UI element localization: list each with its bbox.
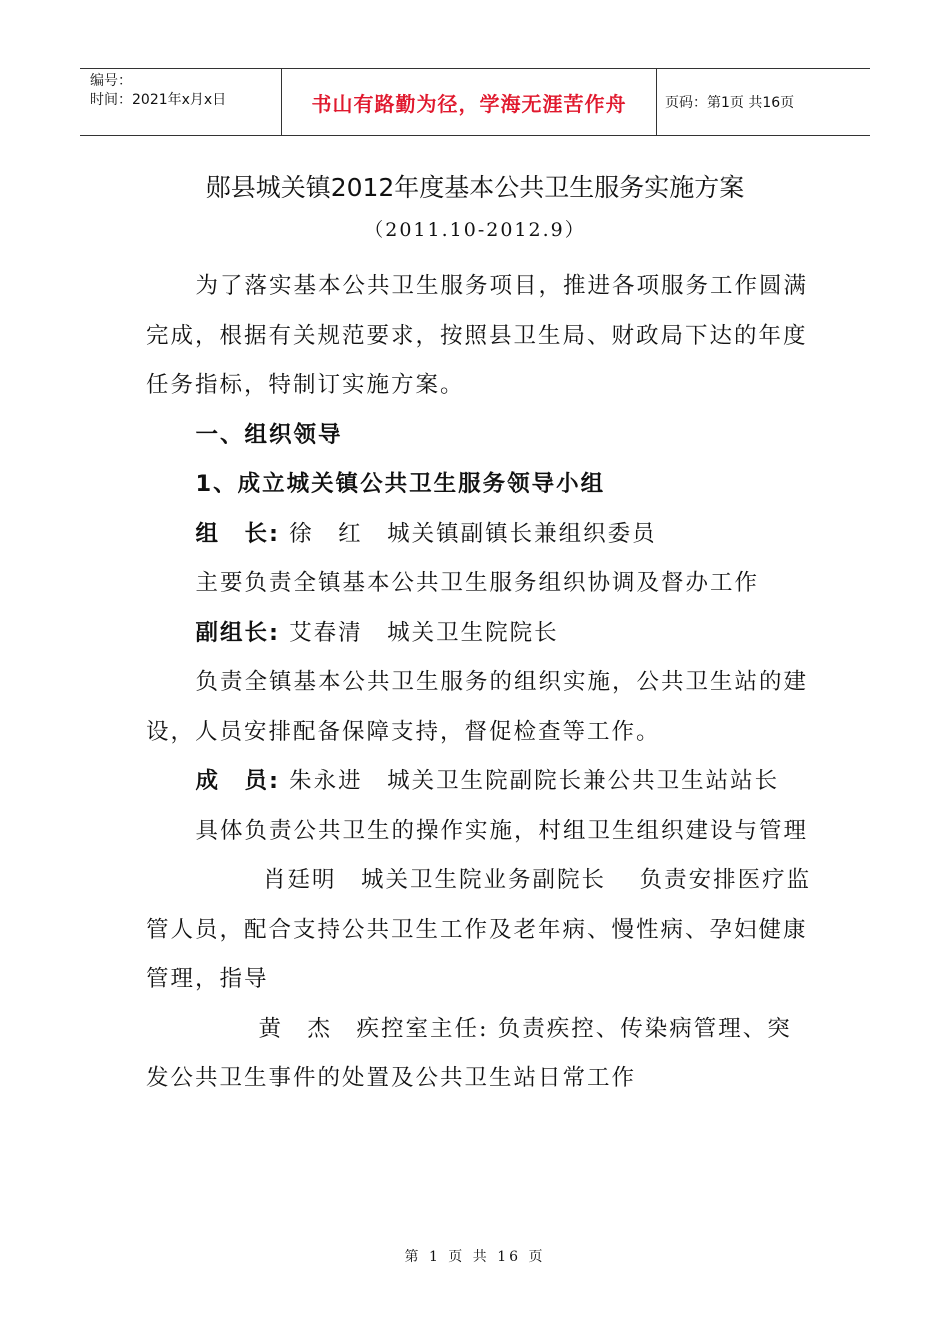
leader-duty: 主要负责全镇基本公共卫生服务组织协调及督办工作 [195,570,760,596]
deputy-label: 副组长: [195,619,280,646]
number-label: 编号： [90,73,132,89]
member3-line: 黄 杰 疾控室主任: 负责疾控、传染病管理、突发公共卫生事件的处置及公共卫生站日常工作 [146,1015,792,1091]
subsection-heading: 1、成立城关镇公共卫生服务领导小组 [195,471,606,497]
member-duty: 具体负责公共卫生的操作实施，村组卫生组织建设与管理 [195,817,809,844]
leader-text: 徐 红 城关镇副镇长兼组织委员 [280,520,657,547]
page-footer: 第 1 页 共 16 页 [404,1249,546,1265]
member-text: 朱永进 城关卫生院副院长兼公共卫生站站长 [280,768,780,794]
member2-line: 肖廷明 城关卫生院业务副院长 负责安排医疗监管人员，配合支持公共卫生工作及老年病、慢性病、孕妇健康管理，指导 [146,867,812,992]
leader-label: 组 长: [195,520,280,547]
header-page-info: 页码：第1页 共16页 [665,95,795,111]
deputy-line [146,609,816,659]
member-label: 成 员: [195,768,280,794]
member-line [146,757,816,807]
header-motto: 书山有路勤为径，学海无涯苦作舟 [282,69,657,135]
document-body [146,262,816,1104]
document-subtitle: （2011.10-2012.9） [364,219,586,241]
header-meta [80,69,282,135]
deputy-duty: 负责全镇基本公共卫生服务的组织实施，公共卫生站的建设，人员安排配备保障支持，督促检查等工作。 [146,669,809,745]
intro-paragraph: 为了落实基本公共卫生服务项目，推进各项服务工作圆满完成，根据有关规范要求，按照县卫生局、财政局下达的年度任务指标，特制订实施方案。 [146,273,809,398]
leader-line [146,510,816,560]
section-heading: 一、组织领导 [195,421,343,448]
time-label: 时间：2021年x月x日 [90,92,227,108]
deputy-text: 艾春清 城关卫生院院长 [280,619,559,646]
document-title: 郧县城关镇2012年度基本公共卫生服务实施方案 [205,173,745,202]
page-header [80,68,870,136]
